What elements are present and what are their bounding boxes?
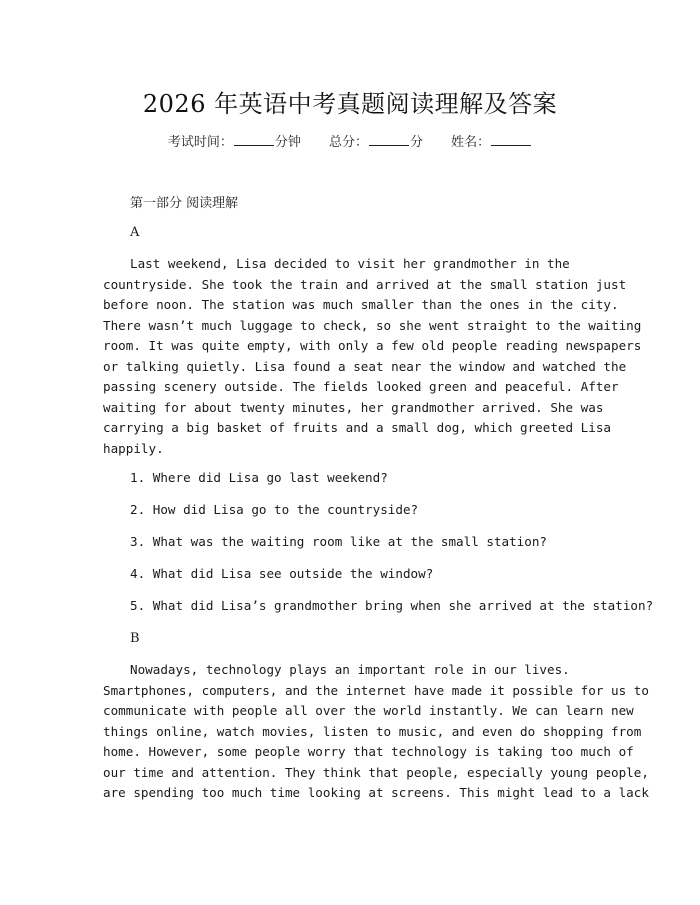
passage-line: are spending too much time looking at screens. This might lead to a lack: [103, 785, 649, 800]
passage-line: Nowadays, technology plays an important role in our lives.: [130, 662, 570, 677]
passage-a-label: A: [130, 225, 140, 240]
passage-b-label: B: [130, 631, 140, 646]
score-blank: [369, 133, 409, 146]
score-label: 总分：: [328, 135, 368, 150]
name-label: 姓名：: [451, 135, 491, 150]
passage-line: room. It was quite empty, with only a few old people reading newspapers: [103, 338, 642, 353]
passage-line: home. However, some people worry that technology is taking too much of: [103, 744, 634, 759]
question-item: 1. Where did Lisa go last weekend?: [130, 470, 388, 485]
exam-meta: [0, 131, 700, 150]
passage-line: waiting for about twenty minutes, her grandmother arrived. She was: [103, 399, 604, 415]
passage-line: countryside. She took the train and arrived at the small station just: [103, 276, 627, 292]
score-unit: 分: [410, 135, 424, 150]
exam-time: [168, 135, 305, 150]
passage-line: There wasn’t much luggage to check, so she went straight to the waiting: [103, 317, 642, 333]
section-title: 第一部分 阅读理解: [130, 196, 239, 211]
document-title: 2026 年英语中考真题阅读理解及答案: [142, 90, 558, 118]
passage-line: passing scenery outside. The fields looked green and peaceful. After: [103, 379, 619, 394]
time-unit: 分钟: [274, 135, 301, 150]
passage-a: [103, 254, 642, 459]
passage-line: our time and attention. They think that people, especially young people,: [103, 764, 649, 780]
passage-line: Last weekend, Lisa decided to visit her grandmother in the: [130, 256, 570, 271]
time-blank: [234, 133, 274, 146]
passage-b: [103, 660, 649, 804]
name-blank: [491, 133, 531, 146]
question-list: [130, 470, 653, 630]
question-item: 4. What did Lisa see outside the window?: [130, 566, 434, 581]
passage-line: happily.: [103, 440, 164, 456]
passage-line: communicate with people all over the world instantly. We can learn new: [103, 703, 634, 718]
question-item: 3. What was the waiting room like at the small station?: [130, 534, 548, 549]
exam-name: [451, 135, 532, 150]
exam-score: [329, 135, 427, 150]
passage-line: before noon. The station was much smaller than the ones in the city.: [103, 297, 619, 312]
passage-line: or talking quietly. Lisa found a seat near the window and watched the: [103, 358, 627, 374]
question-item: 2. How did Lisa go to the countryside?: [130, 502, 419, 517]
passage-line: Smartphones, computers, and the internet have made it possible for us to: [103, 682, 649, 698]
passage-line: things online, watch movies, listen to music, and even do shopping from: [103, 723, 642, 739]
time-label: 考试时间：: [167, 135, 233, 150]
passage-line: carrying a big basket of fruits and a small dog, which greeted Lisa: [103, 420, 611, 435]
question-item: 5. What did Lisa’s grandmother bring when she arrived at the station?: [130, 598, 654, 613]
